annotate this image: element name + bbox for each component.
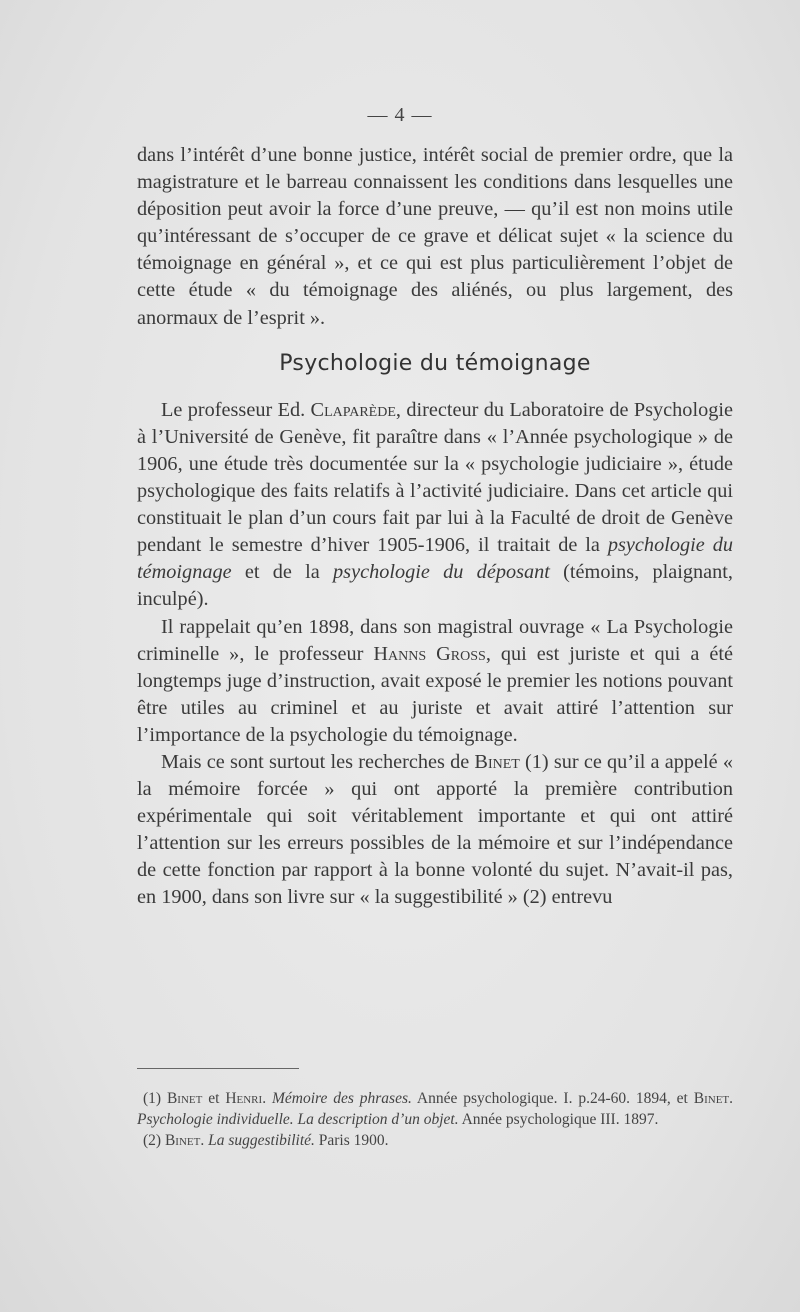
author-gross: Hanns Gross: [373, 642, 486, 665]
paragraph-gross: Il rappelait qu’en 1898, dans son magistral ouvrage « La Psychologie criminelle », le professeur Hanns Gross, qui est juriste et qui a été longtemps juge d’instruction, avait exposé le premier les notions pouvant être utiles au criminel et au juriste et avait attiré l’attention sur l’importance de la psychologie du témoignage.: [137, 615, 733, 746]
intro-paragraph: dans l’intérêt d’une bonne justice, intérêt social de premier ordre, que la magistrature et le barreau connaissent les conditions dans lesquelles une déposition peut avoir la force d’une preuve, — qu’il est non moins utile qu’intéressant de s’occuper de ce grave et délicat sujet « la science du témoignage en général », et ce qui est plus particulièrement l’objet de cette étude « du témoignage des aliénés, ou plus largement, des anormaux de l’esprit ».: [137, 144, 733, 329]
footnote-2: (2) Binet. La suggestibilité. Paris 1900.: [143, 1132, 389, 1149]
body-text: [137, 142, 733, 912]
footnotes: [137, 1088, 733, 1151]
emphasis-temoignage: psychologie du témoignage: [137, 534, 733, 584]
author-binet: Binet: [474, 750, 520, 773]
author-claparede: Claparède: [310, 398, 396, 421]
section-title: Psychologie du témoignage: [279, 350, 591, 376]
footnote-rule: [137, 1068, 299, 1069]
emphasis-deposant: psychologie du déposant: [333, 561, 550, 584]
page-number: — 4 —: [367, 104, 433, 126]
footnote-1: (1) Binet et Henri. Mémoire des phrases. Année psychologique. I. p.24-60. 1894, et Binet. Psychologie individuelle. La description d’un objet. Année psychologique III. 1897.: [137, 1090, 734, 1128]
paragraph-claparede: Le professeur Ed. Claparède, directeur du Laboratoire de Psychologie à l’Université de Genève, fit paraître dans « l’Année psychologique » de 1906, une étude très documentée sur la « psychologie judiciaire », étude psychologique des faits relatifs à l’activité judiciaire. Dans cet article qui constituait le plan d’un cours fait par lui à la Faculté de droit de Genève pendant le semestre d’hiver 1905-1906, il traitait de la psychologie du témoignage et de la psychologie du déposant (témoins, plaignant, inculpé).: [137, 398, 733, 611]
paragraph-binet: Mais ce sont surtout les recherches de Binet (1) sur ce qu’il a appelé « la mémoire forcée » qui ont apporté la première contribution expérimentale qui soit véritablement importante et qui ont attiré l’attention sur les erreurs possibles de la mémoire et sur l’indépendance de cette fonction par rapport à la bonne volonté du sujet. N’avait-il pas, en 1900, dans son livre sur « la suggestibilité » (2) entrevu: [137, 750, 733, 909]
